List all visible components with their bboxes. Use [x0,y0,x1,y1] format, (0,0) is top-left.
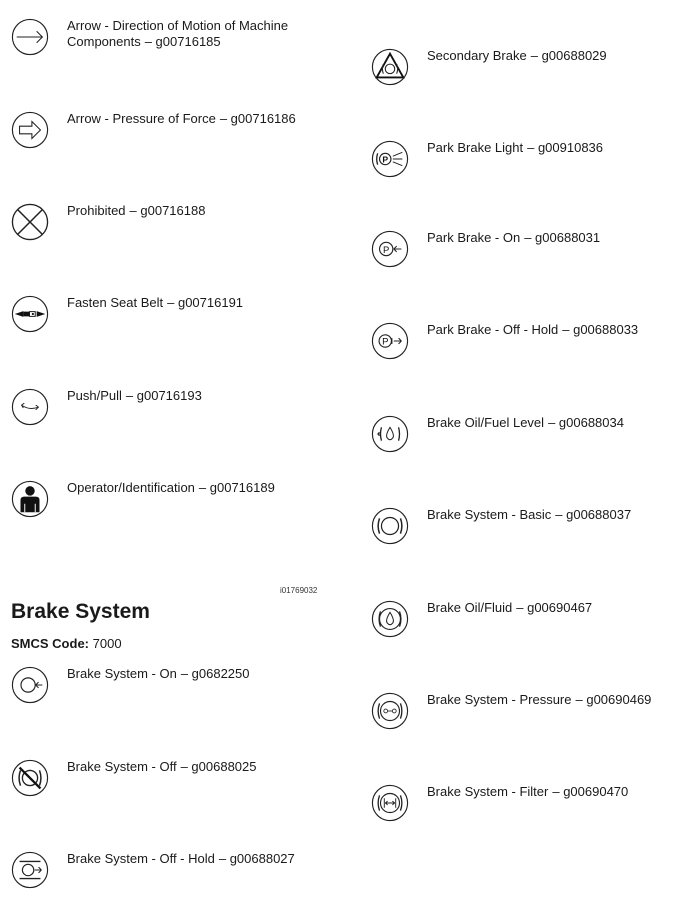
symbol-name: Prohibited [67,203,126,218]
brake-oil-fluid-icon [371,600,409,638]
symbol-entry [371,692,683,752]
symbol-entry [371,600,683,660]
symbol-label [67,480,337,496]
park-brake-on-icon [371,230,409,268]
symbol-label [67,759,337,775]
symbol-name: Park Brake - On [427,230,521,245]
symbol-name: Brake System - Off - Hold [67,851,215,866]
symbol-code: – g00688031 [524,230,601,245]
symbol-name: Brake System - Basic [427,507,552,522]
symbol-entry [371,415,683,475]
symbol-code: – g00688025 [180,759,257,774]
symbol-label [67,18,337,50]
symbol-code: – g00716185 [144,34,221,49]
symbol-entry [371,322,683,382]
symbol-code: – g00716193 [125,388,202,403]
symbol-name: Brake Oil/Fluid [427,600,513,615]
section-title: Brake System [11,600,150,623]
symbol-code: – g00716186 [219,111,296,126]
symbol-entry [11,480,341,540]
park-brake-light-icon [371,140,409,178]
symbol-code: – g00716189 [198,480,275,495]
push-pull-icon [11,388,49,426]
symbol-label [427,692,683,708]
symbol-label [67,111,337,127]
symbol-label [427,415,683,431]
symbol-label [427,140,683,156]
hollow-arrow-icon [11,111,49,149]
brake-off-icon [11,759,49,797]
svg-text:P: P [382,336,389,348]
symbol-label [67,666,337,682]
brake-basic-icon [371,507,409,545]
symbol-label [67,295,337,311]
symbol-label [67,388,337,404]
park-brake-off-hold-icon [371,322,409,360]
symbol-label [67,851,337,867]
symbol-entry [11,851,341,911]
symbol-entry [11,18,341,78]
symbol-label [427,600,683,616]
arrow-right-icon [11,18,49,56]
smcs-label: SMCS Code: [11,636,89,651]
symbol-code: – g00690469 [575,692,652,707]
symbol-name: Brake System - On [67,666,177,681]
symbol-code: – g00688034 [548,415,624,430]
brake-off-hold-icon [11,851,49,889]
symbol-label [427,48,683,64]
brake-filter-icon [371,784,409,822]
symbol-code: – g00690467 [516,600,593,615]
seat-belt-icon [11,295,49,333]
symbol-code: – g00716188 [129,203,206,218]
brake-pressure-icon [371,692,409,730]
symbol-entry [371,230,683,290]
svg-text:P: P [383,244,390,256]
symbol-name: Brake System - Off [67,759,177,774]
symbol-name: Fasten Seat Belt [67,295,164,310]
symbol-label [427,230,683,246]
symbol-name: Operator/Identification [67,480,195,495]
symbol-entry [11,295,341,355]
prohibited-icon [11,203,49,241]
symbol-code: – g00688033 [562,322,639,337]
symbol-code: – g00688029 [530,48,607,63]
symbol-label [67,203,337,219]
symbol-name: Park Brake - Off - Hold [427,322,559,337]
brake-on-icon [11,666,49,704]
symbol-code: – g00688027 [218,851,295,866]
symbol-entry [11,759,341,819]
symbol-name: Arrow - Pressure of Force [67,111,216,126]
smcs-value: 7000 [92,636,122,651]
operator-icon [11,480,49,518]
symbol-label [427,507,683,523]
symbol-entry [371,507,683,567]
brake-oil-level-icon [371,415,409,453]
svg-text:P: P [382,154,389,165]
symbol-name: Brake Oil/Fuel Level [427,415,545,430]
symbol-label [427,322,683,338]
symbol-label [427,784,683,800]
symbol-name: Brake System - Filter [427,784,549,799]
symbol-code: – g00716191 [167,295,244,310]
secondary-brake-icon [371,48,409,86]
symbol-entry [11,111,341,171]
symbol-entry [11,203,341,263]
symbol-entry [371,784,683,844]
symbol-code: – g0682250 [180,666,250,681]
smcs-code [11,636,122,651]
symbol-entry [371,140,683,200]
symbol-entry [371,48,683,108]
symbol-code: – g00910836 [527,140,604,155]
symbol-name: Push/Pull [67,388,122,403]
symbol-entry [11,388,341,448]
symbol-name: Park Brake Light [427,140,524,155]
document-id: i01769032 [280,586,318,595]
symbol-entry [11,666,341,726]
symbol-code: – g00688037 [555,507,632,522]
symbol-name: Secondary Brake [427,48,527,63]
symbol-name: Arrow - Direction of Motion of Machine Components [67,18,289,49]
symbol-name: Brake System - Pressure [427,692,572,707]
symbol-code: – g00690470 [552,784,629,799]
